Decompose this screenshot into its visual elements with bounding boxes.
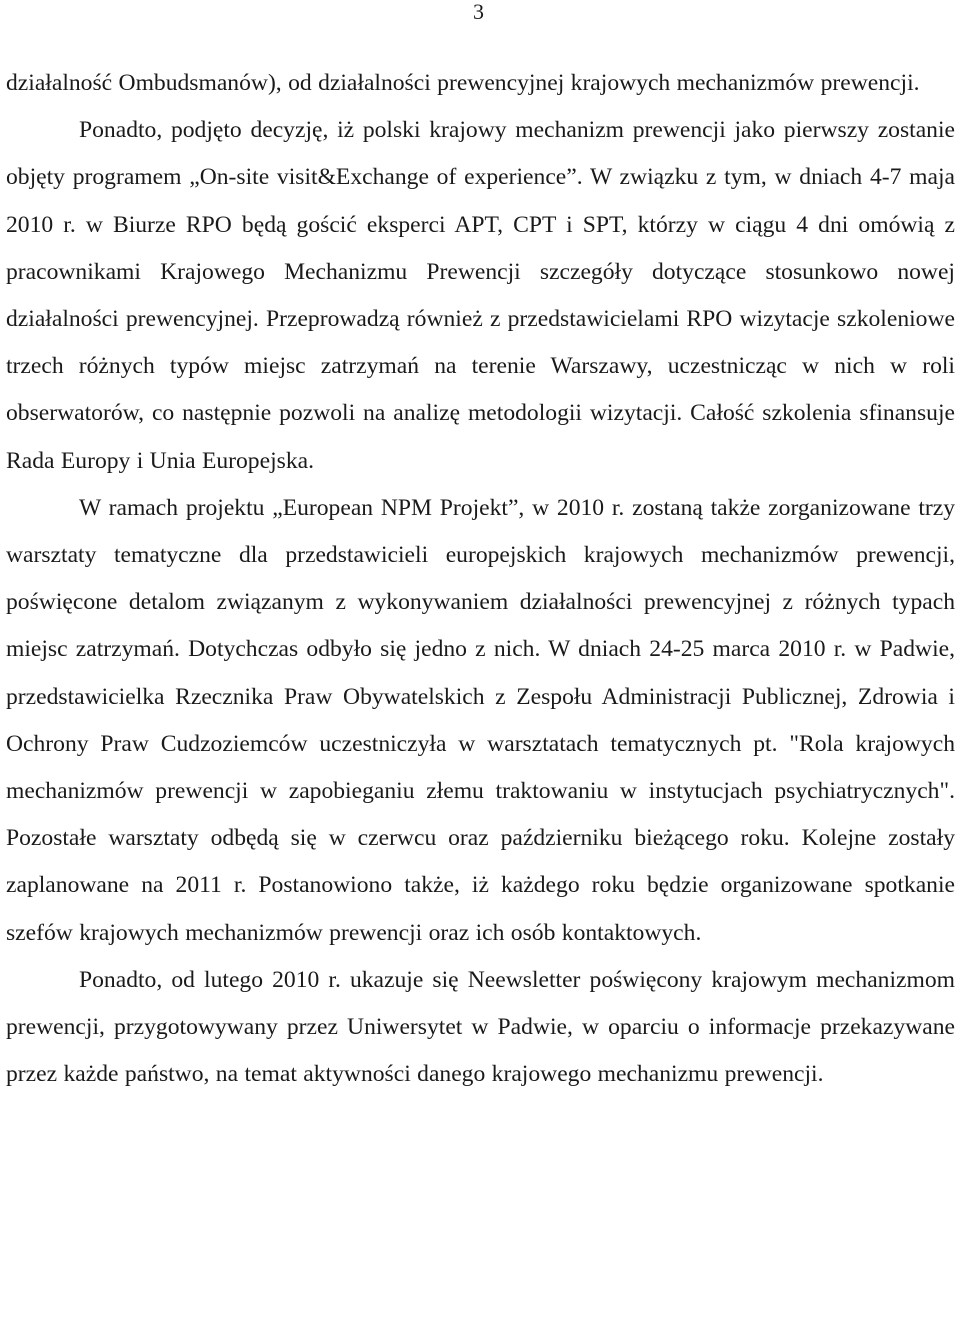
paragraph-npm-project-workshops: W ramach projektu „European NPM Projekt”, w 2010 r. zostaną także zorganizowane trzy warsztaty tematyczne dla przedstawicieli europejskich krajowych mechanizmów prewencji, poświęcone detalom związanym z wykonywaniem działalności prewencyjnej z różnych typach miejsc zatrzymań. Dotychczas odbyło się jedno z nich. W dniach 24-25 marca 2010 r. w Padwie, przedstawicielka Rzecznika Praw Obywatelskich z Zespołu Administracji Publicznej, Zdrowia i Ochrony Praw Cudzoziemców uczestniczyła w warsztatach tematycznych pt. "Rola krajowych mechanizmów prewencji w zapobieganiu złemu traktowaniu w instytucjach psychiatrycznych". Pozostałe warsztaty odbędą się w czerwcu oraz październiku bieżącego roku. Kolejne zostały zaplanowane na 2011 r. Postanowiono także, iż każdego roku będzie organizowane spotkanie szefów krajowych mechanizmów prewencji oraz ich osób kontaktowych. bbox=[6, 494, 955, 946]
paragraph-newsletter: Ponadto, od lutego 2010 r. ukazuje się Neewsletter poświęcony krajowym mechanizmom prewencji, przygotowywany przez Uniwersytet w Padwie, w oparciu o informacje przekazywane przez każde państwo, na temat aktywności danego krajowego mechanizmu prewencji. bbox=[6, 966, 955, 1088]
paragraph-onsite-visit: Ponadto, podjęto decyzję, iż polski krajowy mechanizm prewencji jako pierwszy zostanie objęty programem „On-site visit&Exchange of experience”. W związku z tym, w dniach 4-7 maja 2010 r. w Biurze RPO będą gościć eksperci APT, CPT i SPT, którzy w ciągu 4 dni omówią z pracownikami Krajowego Mechanizmu Prewencji szczegóły dotyczące stosunkowo nowej działalności prewencyjnej. Przeprowadzą również z przedstawicielami RPO wizytacje szkoleniowe trzech różnych typów miejsc zatrzymań na terenie Warszawy, uczestnicząc w nich w roli obserwatorów, co następnie pozwoli na analizę metodologii wizytacji. Całość szkolenia sfinansuje Rada Europy i Unia Europejska. bbox=[6, 117, 955, 474]
document-body bbox=[6, 60, 955, 1098]
paragraph-continuation: działalność Ombudsmanów), od działalności prewencyjnej krajowych mechanizmów prewencji. bbox=[6, 70, 920, 96]
page-number: 3 bbox=[473, 0, 484, 24]
